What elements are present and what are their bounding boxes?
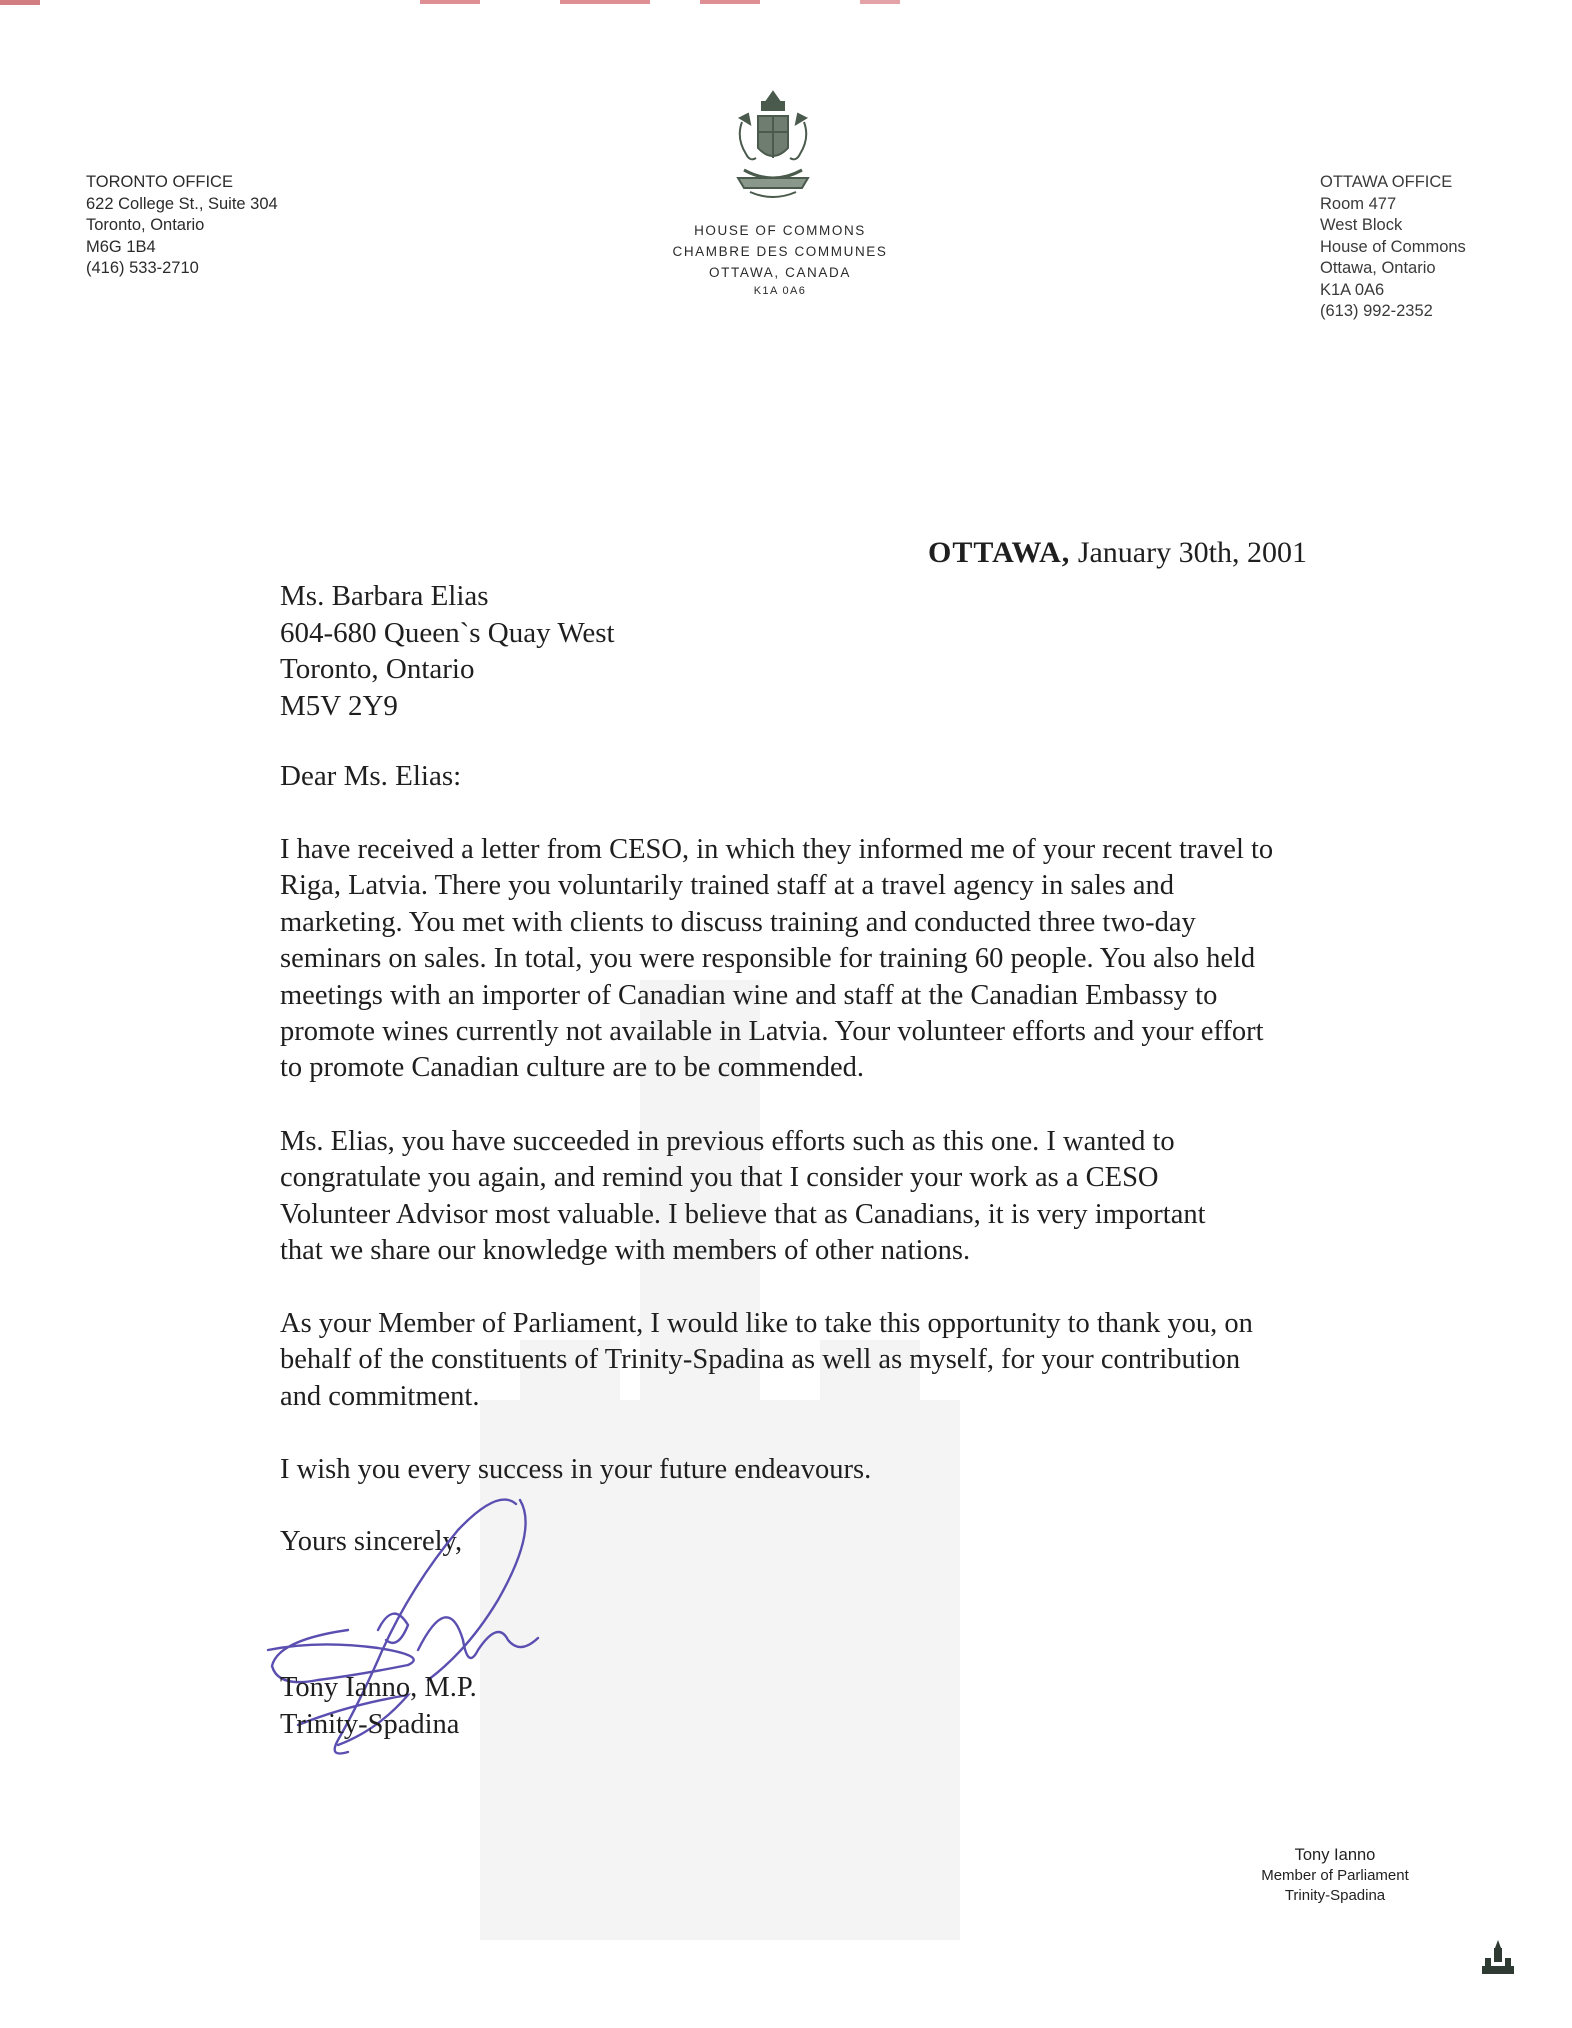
paragraph-line: congratulate you again, and remind you that I consider your work as a CESO [280,1162,1159,1194]
footer-member-info [1210,1844,1460,1906]
house-of-commons-heading [600,220,960,299]
ottawa-office-city: Ottawa, Ontario [1320,259,1436,277]
body-paragraph-4 [280,1452,1400,1488]
paragraph-line: I have received a letter from CESO, in which they informed me of your recent travel to [280,834,1274,865]
body-paragraph-3 [280,1306,1400,1415]
toronto-office-city: Toronto, Ontario [86,216,205,234]
recipient-address [280,578,615,724]
toronto-office-street: 622 College St., Suite 304 [86,194,278,213]
ottawa-office-block: West Block [1320,216,1403,234]
recipient-postal: M5V 2Y9 [280,689,398,722]
paragraph-line: behalf of the constituents of Trinity-Spadina as well as myself, for your contribution [280,1344,1241,1376]
paragraph-line: Volunteer Advisor most valuable. I believe that as Canadians, it is very important [280,1198,1206,1230]
ottawa-office-building: House of Commons [1320,237,1466,256]
paragraph-line: that we share our knowledge with members of other nations. [280,1235,971,1267]
paragraph-line: meetings with an importer of Canadian wine and staff at the Canadian Embassy to [280,979,1218,1011]
footer-riding: Trinity-Spadina [1284,1887,1386,1904]
toronto-office-phone: (416) 533-2710 [86,259,199,277]
body-paragraph-2 [280,1124,1400,1270]
ottawa-office-room: Room 477 [1320,194,1397,213]
house-line-3: OTTAWA, CANADA [709,265,851,280]
paragraph-line: promote wines currently not available in Latvia. Your volunteer efforts and your effort [280,1016,1264,1048]
house-line-4: K1A 0A6 [753,285,807,297]
toronto-office-postal: M6G 1B4 [86,237,156,256]
paragraph-line: As your Member of Parliament, I would like to take this opportunity to thank you, on [280,1308,1253,1339]
toronto-office-address [86,172,278,280]
ottawa-office-title: OTTAWA OFFICE [1320,173,1453,191]
footer-name: Tony Ianno [1294,1846,1376,1864]
recipient-name: Ms. Barbara Elias [280,580,489,612]
house-line-1: HOUSE OF COMMONS [694,223,866,238]
paragraph-line: to promote Canadian culture are to be commended. [280,1052,865,1084]
house-line-2: CHAMBRE DES COMMUNES [672,244,888,259]
paragraph-line: Ms. Elias, you have succeeded in previous efforts such as this one. I wanted to [280,1126,1175,1157]
dateline-date: January 30th, 2001 [1077,536,1307,569]
ottawa-office-postal: K1A 0A6 [1320,280,1385,299]
paragraph-line: I wish you every success in your future endeavours. [280,1454,872,1485]
ottawa-office-address [1320,172,1466,323]
signer-riding: Trinity-Spadina [280,1708,460,1740]
paragraph-line: and commitment. [280,1380,480,1412]
footer-title: Member of Parliament [1261,1867,1409,1884]
peace-tower-icon [1482,1940,1514,1974]
salutation: Dear Ms. Elias: [280,760,462,792]
coat-of-arms-icon [730,88,816,206]
paragraph-line: Riga, Latvia. There you voluntarily trained staff at a travel agency in sales and [280,870,1175,902]
paragraph-line: seminars on sales. In total, you were responsible for training 60 people. You also held [280,943,1256,975]
scan-edge-marks [0,0,1572,6]
dateline [928,536,1307,570]
toronto-office-title: TORONTO OFFICE [86,173,233,191]
recipient-street: 604-680 Queen`s Quay West [280,616,615,649]
paragraph-line: marketing. You met with clients to discuss training and conducted three two-day [280,906,1196,938]
signer-name: Tony Ianno, M.P. [280,1672,477,1703]
dateline-city: OTTAWA, [928,536,1071,569]
signer-block [280,1670,477,1743]
recipient-city: Toronto, Ontario [280,653,475,685]
body-paragraph-1 [280,832,1400,1087]
ottawa-office-phone: (613) 992-2352 [1320,302,1433,320]
closing: Yours sincerely, [280,1526,463,1557]
